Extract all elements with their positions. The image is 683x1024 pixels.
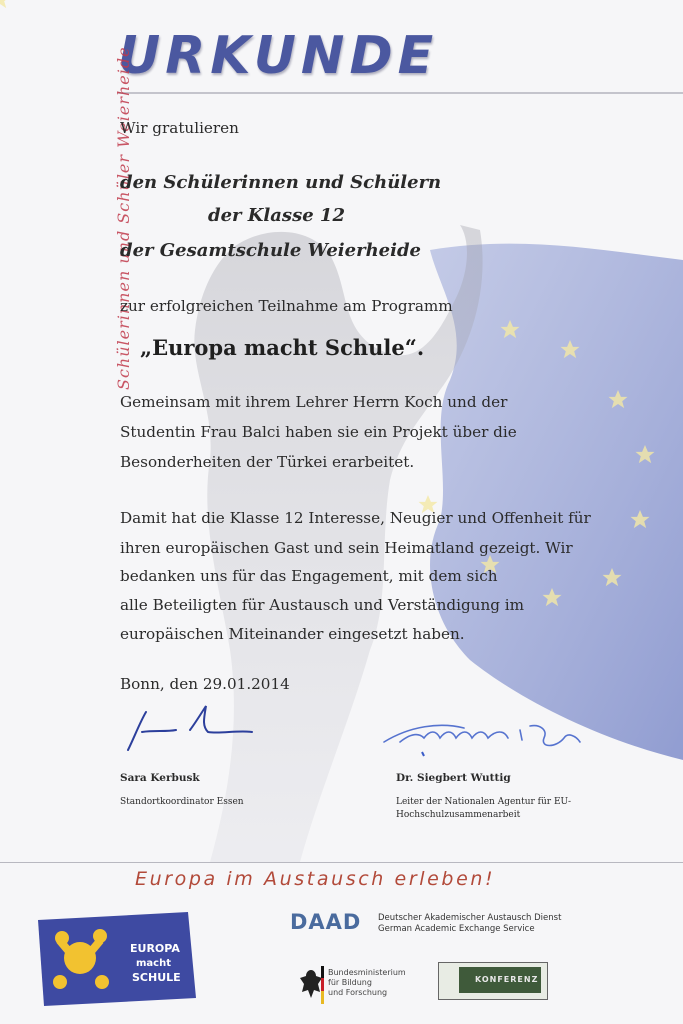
signature-wuttig <box>380 708 600 768</box>
logo-line-1: EUROPA <box>130 942 180 955</box>
logo-line-3: SCHULE <box>132 971 181 984</box>
signatory-2-name: Dr. Siegbert Wuttig <box>396 772 511 784</box>
signatory-2-role-line-2: Hochschulzusammenarbeit <box>396 810 521 820</box>
program-name: „Europa macht Schule“. <box>140 335 425 360</box>
conference-label: KONFERENZ <box>475 975 539 984</box>
daad-name-en: German Academic Exchange Service <box>378 924 535 934</box>
participation-line: zur erfolgreichen Teilnahme am Programm <box>120 297 453 315</box>
europa-macht-schule-logo <box>38 912 198 1007</box>
signatory-1-role: Standortkoordinator Essen <box>120 797 244 807</box>
handwritten-note: Schülerinnen und Schüler Weierheide <box>114 46 133 390</box>
daad-name <box>378 913 561 935</box>
paragraph-1-line-1: Gemeinsam mit ihrem Lehrer Herrn Koch und der <box>120 393 508 411</box>
signatory-2-role-line-1: Leiter der Nationalen Agentur für EU- <box>396 797 572 807</box>
bmbf-line-2: für Bildung <box>328 978 372 987</box>
bmbf-name <box>328 968 406 998</box>
paragraph-2-line-1: Damit hat die Klasse 12 Interesse, Neugier und Offenheit für <box>120 509 591 527</box>
recipient-line-2: der Klasse 12 <box>208 205 345 226</box>
congrats-line: Wir gratulieren <box>120 119 239 137</box>
paragraph-2-line-4: alle Beteiligten für Austausch und Verständigung im <box>120 596 525 614</box>
signature-kerbusk <box>120 700 260 760</box>
conference-logo <box>438 962 548 1000</box>
certificate-title: URKUNDE <box>118 26 439 86</box>
bmbf-line-1: Bundesministerium <box>328 968 406 977</box>
flag-stripes <box>321 966 324 1004</box>
bmbf-line-3: und Forschung <box>328 988 388 997</box>
paragraph-2-line-5: europäischen Miteinander eingesetzt haben. <box>120 625 465 643</box>
paragraph-2-line-2: ihren europäischen Gast und sein Heimatland gezeigt. Wir <box>120 539 573 557</box>
title-divider <box>118 92 683 94</box>
daad-logo: DAAD <box>290 910 362 934</box>
signatory-1-name: Sara Kerbusk <box>120 772 200 784</box>
logo-line-2: macht <box>136 958 171 969</box>
paragraph-1-line-2: Studentin Frau Balci haben sie ein Projekt über die <box>120 423 517 441</box>
paragraph-1-line-3: Besonderheiten der Türkei erarbeitet. <box>120 453 415 471</box>
recipient-line-3: der Gesamtschule Weierheide <box>120 240 421 261</box>
footer-slogan: Europa im Austausch erleben! <box>135 868 496 890</box>
footer-divider <box>0 862 683 863</box>
recipient-line-1: den Schülerinnen und Schülern <box>120 172 442 193</box>
paragraph-2-line-3: bedanken uns für das Engagement, mit dem sich <box>120 567 498 585</box>
daad-name-de: Deutscher Akademischer Austausch Dienst <box>378 913 562 923</box>
place-date: Bonn, den 29.01.2014 <box>120 675 290 693</box>
